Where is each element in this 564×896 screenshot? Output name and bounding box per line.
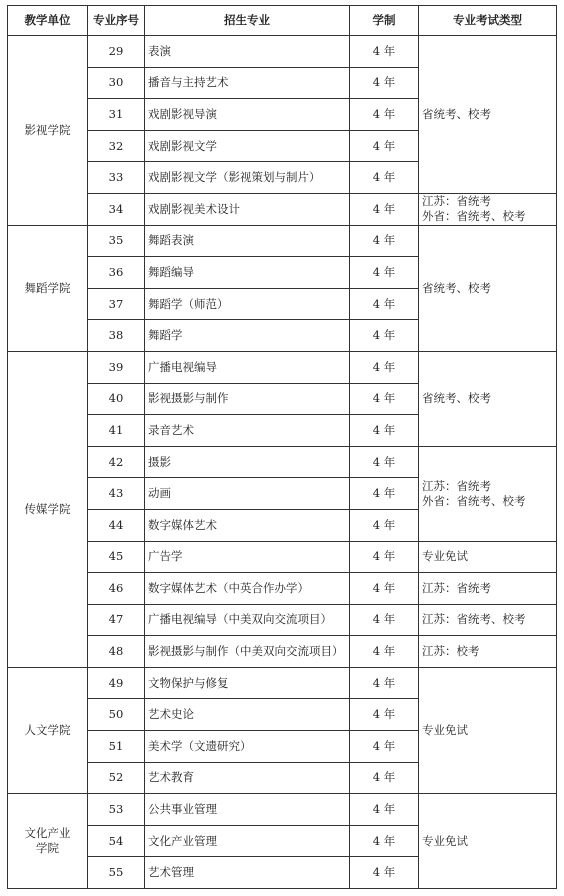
major-name-cell: 戏剧影视文学: [145, 130, 350, 162]
major-name-cell: 舞蹈编导: [145, 257, 350, 289]
major-number-cell: 53: [88, 794, 145, 826]
major-number-cell: 51: [88, 731, 145, 763]
header-major-number: 专业序号: [88, 6, 145, 36]
exam-type-cell: 省统考、校考: [419, 225, 557, 351]
table-row: [8, 351, 557, 383]
table-row: [8, 573, 557, 605]
duration-cell: 4 年: [350, 288, 419, 320]
duration-cell: 4 年: [350, 446, 419, 478]
exam-type-cell: 江苏：省统考 外省：省统考、校考: [419, 446, 557, 541]
major-number-cell: 32: [88, 130, 145, 162]
major-number-cell: 39: [88, 351, 145, 383]
major-number-cell: 33: [88, 162, 145, 194]
duration-cell: 4 年: [350, 351, 419, 383]
major-name-cell: 广告学: [145, 541, 350, 573]
duration-cell: 4 年: [350, 130, 419, 162]
unit-cell: 影视学院: [8, 36, 88, 226]
unit-cell: 舞蹈学院: [8, 225, 88, 351]
exam-type-cell: 江苏：省统考、校考: [419, 604, 557, 636]
duration-cell: 4 年: [350, 320, 419, 352]
unit-cell: 传媒学院: [8, 351, 88, 667]
major-number-cell: 55: [88, 857, 145, 889]
major-name-cell: 公共事业管理: [145, 794, 350, 826]
major-name-cell: 动画: [145, 478, 350, 510]
major-number-cell: 31: [88, 99, 145, 131]
duration-cell: 4 年: [350, 604, 419, 636]
major-number-cell: 30: [88, 67, 145, 99]
major-number-cell: 45: [88, 541, 145, 573]
duration-cell: 4 年: [350, 731, 419, 763]
major-name-cell: 摄影: [145, 446, 350, 478]
major-number-cell: 54: [88, 825, 145, 857]
duration-cell: 4 年: [350, 193, 419, 225]
major-number-cell: 47: [88, 604, 145, 636]
major-number-cell: 38: [88, 320, 145, 352]
major-name-cell: 录音艺术: [145, 415, 350, 447]
table-row: [8, 225, 557, 257]
major-name-cell: 戏剧影视美术设计: [145, 193, 350, 225]
table-row: [8, 446, 557, 478]
duration-cell: 4 年: [350, 509, 419, 541]
duration-cell: 4 年: [350, 383, 419, 415]
major-number-cell: 42: [88, 446, 145, 478]
duration-cell: 4 年: [350, 99, 419, 131]
major-name-cell: 影视摄影与制作: [145, 383, 350, 415]
major-number-cell: 46: [88, 573, 145, 605]
table-row: [8, 193, 557, 225]
table-row: [8, 794, 557, 826]
table-row: [8, 636, 557, 668]
major-name-cell: 数字媒体艺术: [145, 509, 350, 541]
duration-cell: 4 年: [350, 257, 419, 289]
major-number-cell: 29: [88, 36, 145, 68]
duration-cell: 4 年: [350, 857, 419, 889]
table-row: [8, 604, 557, 636]
major-name-cell: 广播电视编导: [145, 351, 350, 383]
exam-type-cell: 江苏：省统考 外省：省统考、校考: [419, 193, 557, 225]
major-number-cell: 52: [88, 762, 145, 794]
major-name-cell: 艺术教育: [145, 762, 350, 794]
exam-type-cell: 省统考、校考: [419, 36, 557, 194]
major-name-cell: 艺术管理: [145, 857, 350, 889]
major-name-cell: 舞蹈学（师范）: [145, 288, 350, 320]
duration-cell: 4 年: [350, 794, 419, 826]
major-name-cell: 舞蹈学: [145, 320, 350, 352]
major-number-cell: 49: [88, 667, 145, 699]
major-number-cell: 44: [88, 509, 145, 541]
major-number-cell: 48: [88, 636, 145, 668]
major-number-cell: 50: [88, 699, 145, 731]
table-header-row: [8, 6, 557, 36]
duration-cell: 4 年: [350, 825, 419, 857]
major-name-cell: 戏剧影视文学（影视策划与制片）: [145, 162, 350, 194]
admission-table: [7, 5, 557, 889]
major-number-cell: 43: [88, 478, 145, 510]
major-name-cell: 广播电视编导（中美双向交流项目）: [145, 604, 350, 636]
header-duration: 学制: [350, 6, 419, 36]
major-number-cell: 41: [88, 415, 145, 447]
duration-cell: 4 年: [350, 162, 419, 194]
duration-cell: 4 年: [350, 541, 419, 573]
duration-cell: 4 年: [350, 67, 419, 99]
duration-cell: 4 年: [350, 636, 419, 668]
major-number-cell: 36: [88, 257, 145, 289]
exam-type-cell: 江苏：校考: [419, 636, 557, 668]
major-name-cell: 戏剧影视导演: [145, 99, 350, 131]
major-name-cell: 美术学（文遗研究）: [145, 731, 350, 763]
admission-table-wrapper: [7, 5, 557, 889]
exam-type-cell: 专业免试: [419, 794, 557, 889]
unit-cell: 人文学院: [8, 667, 88, 793]
table-row: [8, 667, 557, 699]
major-number-cell: 34: [88, 193, 145, 225]
major-number-cell: 40: [88, 383, 145, 415]
table-row: [8, 541, 557, 573]
header-unit: 教学单位: [8, 6, 88, 36]
major-name-cell: 影视摄影与制作（中美双向交流项目）: [145, 636, 350, 668]
unit-cell: 文化产业 学院: [8, 794, 88, 889]
major-name-cell: 表演: [145, 36, 350, 68]
major-name-cell: 数字媒体艺术（中英合作办学）: [145, 573, 350, 605]
duration-cell: 4 年: [350, 478, 419, 510]
header-exam-type: 专业考试类型: [419, 6, 557, 36]
table-row: [8, 36, 557, 68]
duration-cell: 4 年: [350, 225, 419, 257]
duration-cell: 4 年: [350, 762, 419, 794]
exam-type-cell: 省统考、校考: [419, 351, 557, 446]
major-name-cell: 艺术史论: [145, 699, 350, 731]
exam-type-cell: 专业免试: [419, 541, 557, 573]
header-major: 招生专业: [145, 6, 350, 36]
major-number-cell: 37: [88, 288, 145, 320]
duration-cell: 4 年: [350, 667, 419, 699]
duration-cell: 4 年: [350, 36, 419, 68]
duration-cell: 4 年: [350, 699, 419, 731]
major-name-cell: 文物保护与修复: [145, 667, 350, 699]
duration-cell: 4 年: [350, 415, 419, 447]
major-number-cell: 35: [88, 225, 145, 257]
exam-type-cell: 专业免试: [419, 667, 557, 793]
exam-type-cell: 江苏：省统考: [419, 573, 557, 605]
major-name-cell: 播音与主持艺术: [145, 67, 350, 99]
major-name-cell: 舞蹈表演: [145, 225, 350, 257]
duration-cell: 4 年: [350, 573, 419, 605]
major-name-cell: 文化产业管理: [145, 825, 350, 857]
